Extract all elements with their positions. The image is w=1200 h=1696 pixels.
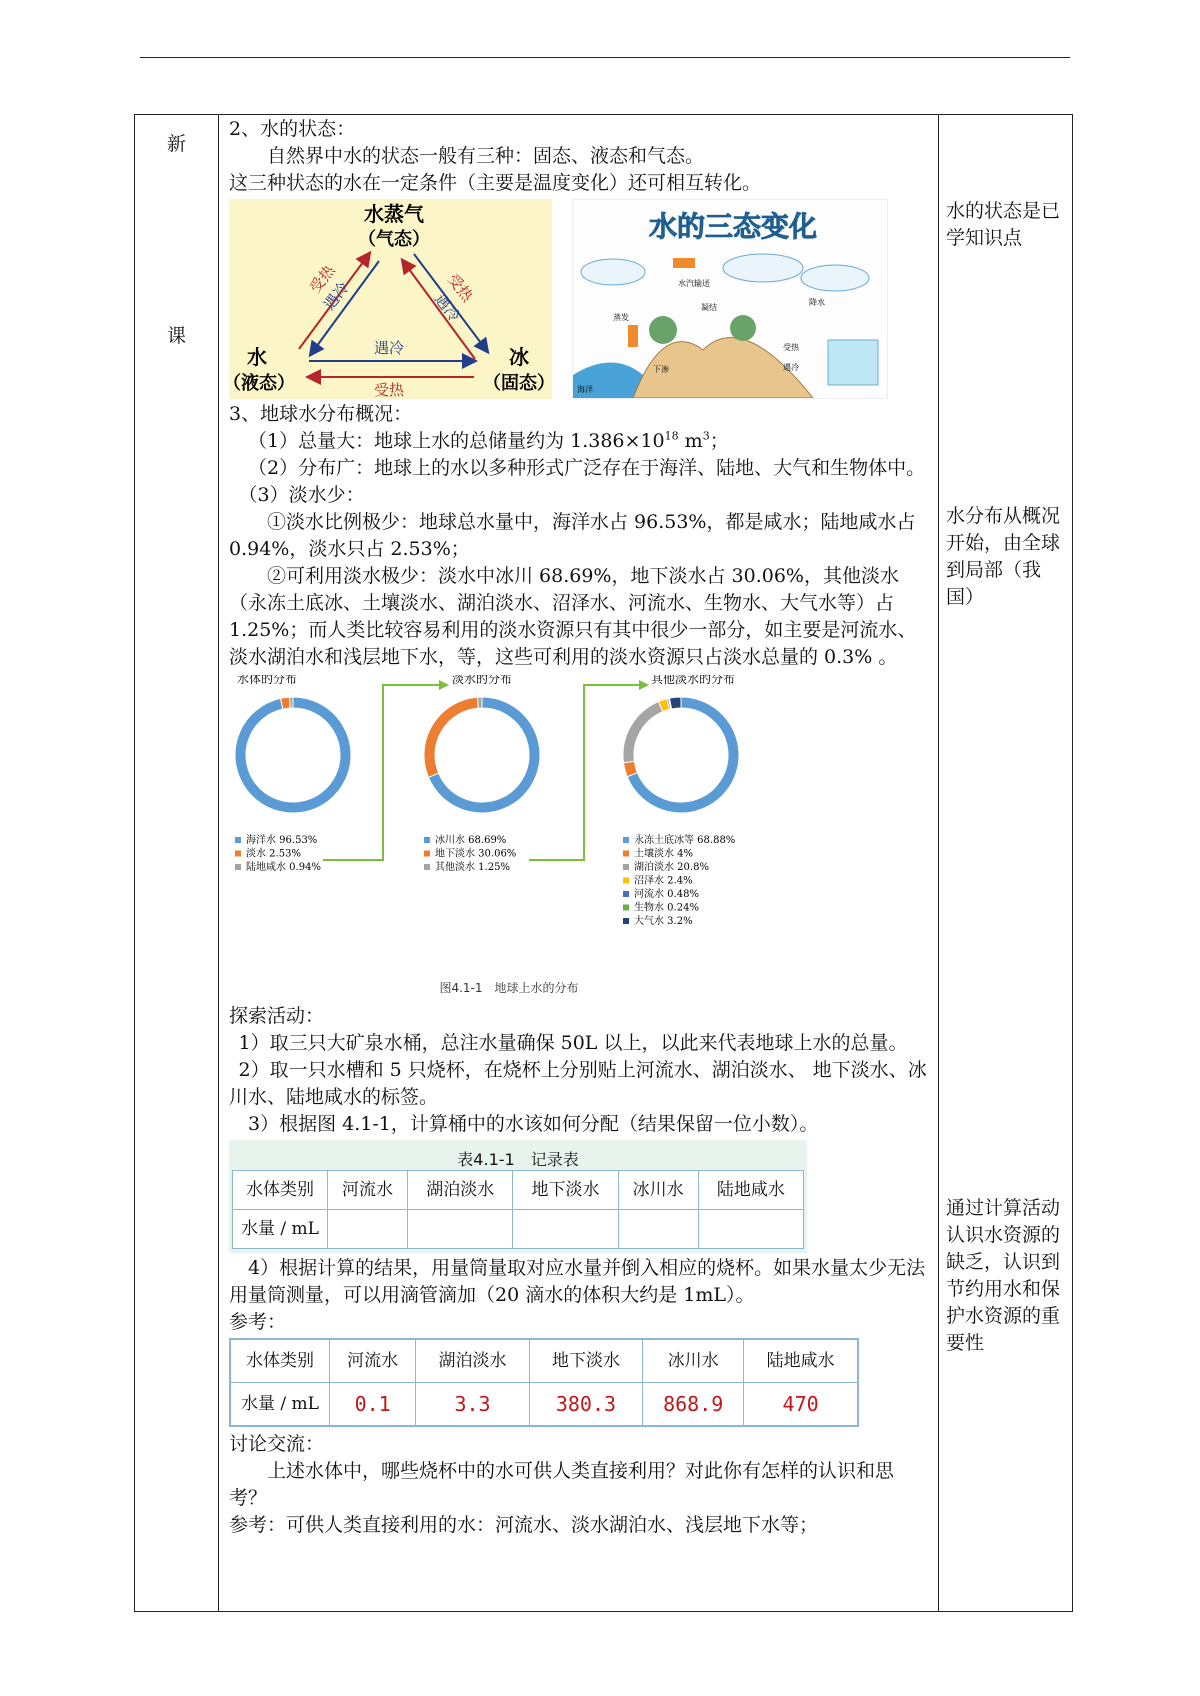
section-label-xin: 新 <box>166 133 186 155</box>
ice-sub: （固态） <box>483 373 552 394</box>
water-state-diagram <box>229 199 552 399</box>
ref-heading: 参考： <box>229 1311 287 1333</box>
legend-label: 陆地咸水 0.94% <box>246 862 321 873</box>
table-header: 水体类别 <box>233 1171 328 1210</box>
water-label: 水 <box>247 345 267 369</box>
discussion-heading: 讨论交流： <box>229 1433 325 1455</box>
figure-caption: 图4.1-1 地球上水的分布 <box>439 981 579 995</box>
section2-line2: 这三种状态的水在一定条件（主要是温度变化）还可相互转化。 <box>229 172 762 194</box>
section3-heading: 3、地球水分布概况： <box>229 403 413 425</box>
table-row <box>233 1171 804 1210</box>
reference-table <box>229 1338 859 1427</box>
table-row-label: 水量 / mL <box>230 1383 330 1427</box>
activity-heading: 探索活动： <box>229 1005 325 1027</box>
record-table-box <box>229 1140 807 1253</box>
teaching-note-1: 水的状态是已学知识点 <box>946 200 1061 249</box>
legend-label: 河流水 0.48% <box>634 889 699 900</box>
ref-value: 0.1 <box>330 1383 416 1427</box>
column-divider <box>938 115 939 1611</box>
edge-cool-1: 遇冷 <box>319 278 353 314</box>
donut-slice <box>669 697 681 709</box>
edge-heat-1: 受热 <box>305 261 339 297</box>
table-row <box>230 1383 858 1427</box>
header-rule <box>140 57 1070 58</box>
ref-value: 868.9 <box>643 1383 744 1427</box>
discussion-question: 上述水体中，哪些烧杯中的水可供人类直接利用？对此你有怎样的认识和思考？ <box>229 1460 895 1509</box>
table-row <box>230 1339 858 1383</box>
teaching-note-3: 通过计算活动认识水资源的缺乏，认识到节约用水和保护水资源的重要性 <box>946 1197 1061 1354</box>
donut-title: 水体的分布 <box>237 675 298 686</box>
table-row-label: 水量 / mL <box>233 1210 328 1249</box>
legend-swatch <box>623 891 629 897</box>
cycle-label: 降水 <box>809 298 825 307</box>
legend-swatch <box>235 851 241 857</box>
table-header: 冰川水 <box>643 1339 744 1383</box>
legend-label: 大气水 3.2% <box>634 916 693 927</box>
table-header: 河流水 <box>330 1339 416 1383</box>
table-header: 地下淡水 <box>513 1171 618 1210</box>
column-divider <box>218 115 219 1611</box>
cycle-label: 下渗 <box>653 365 669 374</box>
table-header: 冰川水 <box>618 1171 698 1210</box>
activity-step3: 3）根据图 4.1-1，计算桶中的水该如何分配（结果保留一位小数）。 <box>248 1113 819 1135</box>
legend-swatch <box>235 837 241 843</box>
section3-item3: （3）淡水少： <box>238 484 365 506</box>
section3-item1: （1）总量大：地球上水的总储量约为 $1.386\times 10^{18}$ $m^3$； <box>248 429 729 452</box>
vapor-sub: （气态） <box>358 229 430 250</box>
edge-cool-2: 遇冷 <box>430 290 464 326</box>
legend-label: 地下淡水 30.06% <box>435 848 517 860</box>
record-table-title: 表4.1-1 记录表 <box>457 1150 579 1169</box>
cycle-label: 受热 <box>783 343 799 352</box>
legend-swatch <box>623 905 629 911</box>
ref-value: 470 <box>744 1383 858 1427</box>
edge-cool-3: 遇冷 <box>373 339 405 357</box>
cycle-label: 遇冷 <box>783 363 799 372</box>
legend-label: 海洋水 96.53% <box>246 835 318 846</box>
table-cell <box>328 1210 408 1249</box>
table-cell <box>513 1210 618 1249</box>
water-sub: （液态） <box>229 373 295 394</box>
cycle-label: 水汽输送 <box>678 279 710 288</box>
section3-item3b: ②可利用淡水极少：淡水中冰川 68.69%，地下淡水占 30.06%，其他淡水（永冻土底冰、土壤淡水、湖泊淡水、沼泽水、河流水、生物水、大气水等）占 1.25%；而人类比较容易利用的淡水资源只有其中很少一部分，如主要是河流水、淡水湖泊水和浅层地下水，等，这些可利用的淡水资源只占淡水总量的 0.3% 。 <box>229 565 917 668</box>
donut-title: 淡水的分布 <box>452 675 513 686</box>
legend-swatch <box>623 918 629 924</box>
legend-label: 永冻土底冰等 68.88% <box>634 835 736 846</box>
ref-value: 380.3 <box>529 1383 642 1427</box>
table-header: 地下淡水 <box>529 1339 642 1383</box>
water-distribution-charts <box>229 675 789 995</box>
donut-slice <box>424 697 478 777</box>
table-header: 河流水 <box>328 1171 408 1210</box>
table-row <box>233 1210 804 1249</box>
legend-swatch <box>424 864 430 870</box>
table-header: 陆地咸水 <box>744 1339 858 1383</box>
table-cell <box>618 1210 698 1249</box>
teaching-note-2: 水分布从概况开始，由全球到局部（我国） <box>946 505 1061 608</box>
cycle-label: 凝结 <box>701 303 717 312</box>
legend-swatch <box>235 864 241 870</box>
table-cell <box>408 1210 513 1249</box>
table-header: 湖泊淡水 <box>408 1171 513 1210</box>
legend-label: 沼泽水 2.4% <box>634 875 693 887</box>
section-label-ke: 课 <box>166 325 186 347</box>
vapor-label: 水蒸气 <box>364 202 424 226</box>
legend-swatch <box>623 864 629 870</box>
table-header: 水体类别 <box>230 1339 330 1383</box>
legend-label: 淡水 2.53% <box>246 848 301 860</box>
donut-slice <box>235 697 351 813</box>
edge-heat-2: 受热 <box>443 270 477 306</box>
activity-step2: 2）取一只水槽和 5 只烧杯，在烧杯上分别贴上河流水、湖泊淡水、 地下淡水、冰川水、陆地咸水的标签。 <box>229 1059 927 1108</box>
edge-heat-3: 受热 <box>373 381 405 399</box>
donut-slice <box>623 702 663 763</box>
cycle-label: 蒸发 <box>613 313 629 322</box>
legend-swatch <box>424 851 430 857</box>
donut-chart-svg <box>229 675 789 975</box>
legend-swatch <box>623 851 629 857</box>
section2-line1: 自然界中水的状态一般有三种：固态、液态和气态。 <box>267 145 705 167</box>
legend-swatch <box>623 837 629 843</box>
main-content <box>229 116 929 1539</box>
section3-item3a: ①淡水比例极少：地球总水量中，海洋水占 96.53%，都是咸水；陆地咸水占 0.94%，淡水只占 2.53%； <box>229 511 916 560</box>
table-header: 陆地咸水 <box>698 1171 803 1210</box>
table-cell <box>698 1210 803 1249</box>
activity-step1: 1）取三只大矿泉水桶，总注水量确保 50L 以上，以此来代表地球上水的总量。 <box>238 1032 908 1054</box>
legend-label: 土壤淡水 4% <box>634 848 694 860</box>
legend-swatch <box>623 878 629 884</box>
ref-value: 3.3 <box>416 1383 529 1427</box>
water-cycle-drawing <box>572 199 888 399</box>
cycle-label: 海洋 <box>577 385 593 394</box>
legend-label: 冰川水 68.69% <box>435 835 507 846</box>
table-header: 湖泊淡水 <box>416 1339 529 1383</box>
activity-step4: 4）根据计算的结果，用量筒量取对应水量并倒入相应的烧杯。如果水量太少无法用量筒测量，可以用滴管滴加（20 滴水的体积大约是 1mL）。 <box>229 1257 926 1306</box>
discussion-answer: 参考：可供人类直接利用的水：河流水、淡水湖泊水、浅层地下水等； <box>229 1514 819 1536</box>
legend-label: 生物水 0.24% <box>634 902 699 914</box>
legend-swatch <box>424 837 430 843</box>
section3-item2: （2）分布广：地球上的水以多种形式广泛存在于海洋、陆地、大气和生物体中。 <box>248 457 926 479</box>
ice-label: 冰 <box>509 345 529 369</box>
record-table <box>232 1170 804 1249</box>
donut-title: 其他淡水的分布 <box>651 675 736 686</box>
donut-slice <box>290 697 293 708</box>
legend-label: 其他淡水 1.25% <box>435 862 510 873</box>
cycle-title: 水的三态变化 <box>648 210 818 243</box>
section2-heading: 2、水的状态： <box>229 118 356 140</box>
donut-slice <box>477 697 482 708</box>
legend-label: 湖泊淡水 20.8% <box>634 862 709 873</box>
